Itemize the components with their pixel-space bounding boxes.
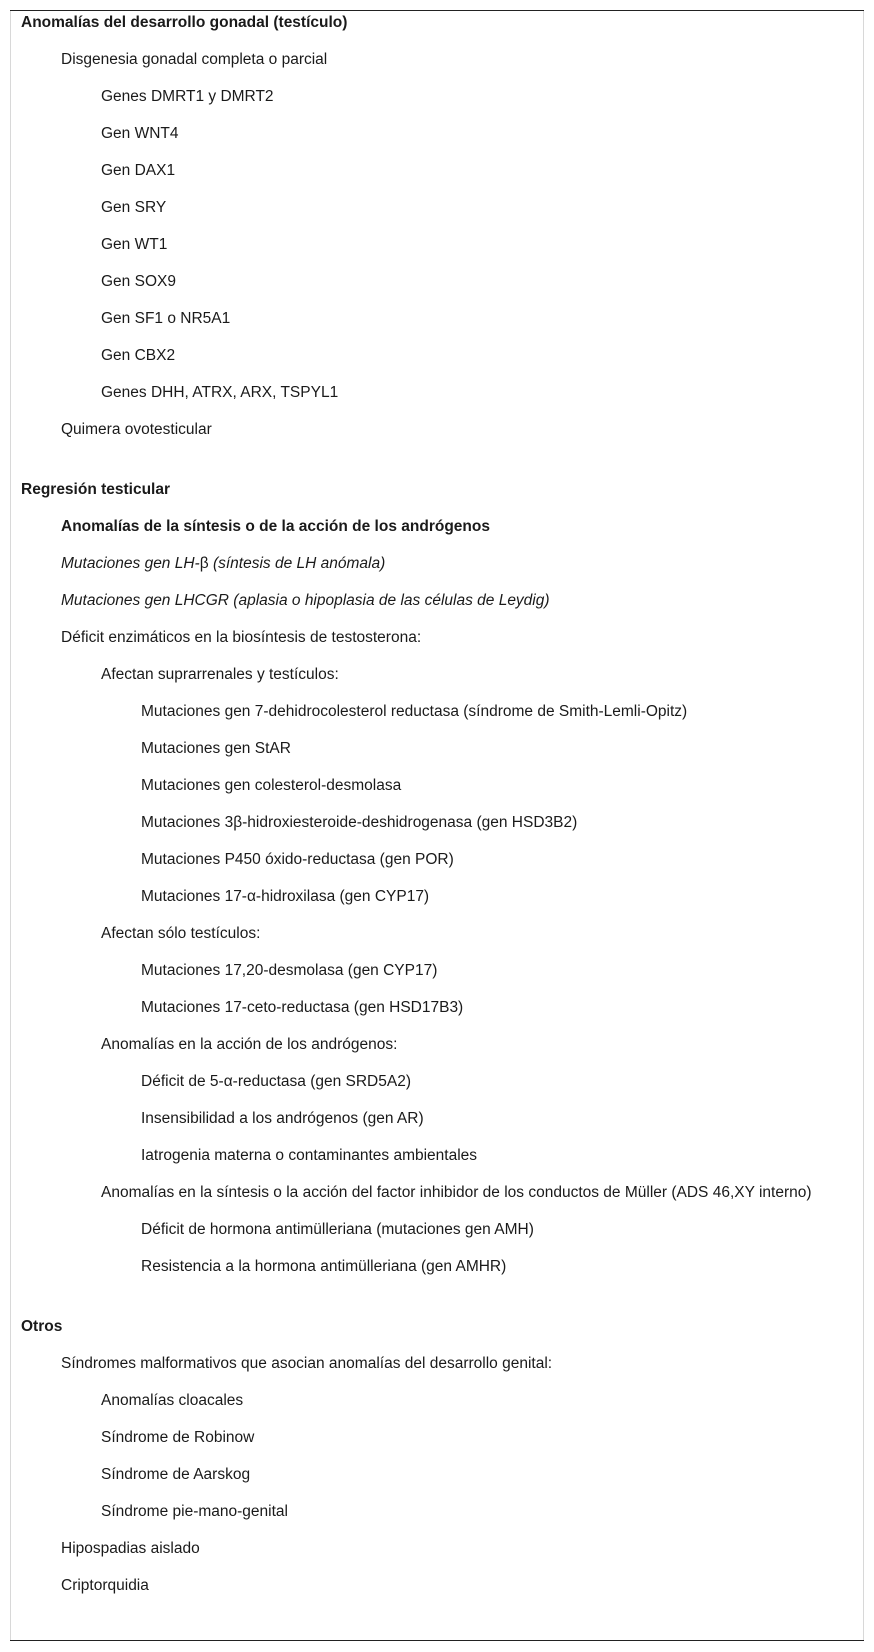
- list-item: Criptorquidia: [61, 1577, 149, 1594]
- section-spacer: [0, 448, 874, 471]
- section-heading: Otros: [21, 1318, 63, 1335]
- list-item: Síndromes malformativos que asocian anomalías del desarrollo genital:: [61, 1355, 553, 1372]
- list-item: Mutaciones 17,20-desmolasa (gen CYP17): [141, 962, 438, 979]
- list-item: Déficit de hormona antimülleriana (mutaciones gen AMH): [141, 1221, 534, 1238]
- list-item: Anomalías en la acción de los andrógenos:: [101, 1036, 398, 1053]
- list-item: Gen WNT4: [101, 125, 179, 142]
- list-item: Síndrome de Robinow: [101, 1429, 255, 1446]
- list-item: Gen SF1 o NR5A1: [101, 310, 231, 327]
- subsection-heading: Anomalías de la síntesis o de la acción de los andrógenos: [61, 518, 490, 535]
- list-item: Gen SRY: [101, 199, 167, 216]
- section-heading: Anomalías del desarrollo gonadal (testículo): [21, 14, 348, 31]
- list-item: Déficit de 5-α-reductasa (gen SRD5A2): [141, 1073, 411, 1090]
- item-text: (síntesis de LH anómala): [208, 555, 386, 572]
- list-item: Quimera ovotesticular: [61, 421, 212, 438]
- list-item: Gen DAX1: [101, 162, 176, 179]
- table-body: [0, 4, 874, 1604]
- list-item: Resistencia a la hormona antimülleriana (gen AMHR): [141, 1258, 507, 1275]
- beta-symbol: β: [199, 555, 209, 572]
- list-item: Anomalías en la síntesis o la acción del factor inhibidor de los conductos de Müller (ADS 46,XY interno): [101, 1184, 812, 1201]
- list-item: Genes DMRT1 y DMRT2: [101, 88, 274, 105]
- list-item: Genes DHH, ATRX, ARX, TSPYL1: [101, 384, 339, 401]
- list-item: Mutaciones gen 7-dehidrocolesterol reductasa (síndrome de Smith-Lemli-Opitz): [141, 703, 688, 720]
- list-item: Mutaciones 17-ceto-reductasa (gen HSD17B3): [141, 999, 464, 1016]
- list-item: Iatrogenia materna o contaminantes ambientales: [141, 1147, 478, 1164]
- list-item: Afectan suprarrenales y testículos:: [101, 666, 339, 683]
- list-item: Síndrome de Aarskog: [101, 1466, 251, 1483]
- list-item: Gen CBX2: [101, 347, 176, 364]
- list-item: Mutaciones 17-α-hidroxilasa (gen CYP17): [141, 888, 430, 905]
- list-item: [0, 545, 874, 582]
- list-item: Disgenesia gonadal completa o parcial: [61, 51, 328, 68]
- list-item: Mutaciones P450 óxido-reductasa (gen POR): [141, 851, 454, 868]
- list-item: Síndrome pie-mano-genital: [101, 1503, 288, 1520]
- list-item: Insensibilidad a los andrógenos (gen AR): [141, 1110, 424, 1127]
- table-bottom-rule: [10, 1640, 864, 1641]
- list-item: Gen WT1: [101, 236, 168, 253]
- list-item: Anomalías cloacales: [101, 1392, 244, 1409]
- list-item: Déficit enzimáticos en la biosíntesis de testosterona:: [61, 629, 422, 646]
- list-item: Mutaciones gen LHCGR (aplasia o hipoplasia de las células de Leydig): [61, 592, 550, 609]
- item-text: Mutaciones gen LH-: [61, 555, 200, 572]
- list-item: Mutaciones 3β-hidroxiesteroide-deshidrogenasa (gen HSD3B2): [141, 814, 578, 831]
- section-heading: Regresión testicular: [21, 481, 171, 498]
- list-item: Hipospadias aislado: [61, 1540, 200, 1557]
- list-item: Gen SOX9: [101, 273, 176, 290]
- list-item: Mutaciones gen StAR: [141, 740, 291, 757]
- list-item: Mutaciones gen colesterol-desmolasa: [141, 777, 402, 794]
- section-spacer: [0, 1285, 874, 1308]
- list-item: Afectan sólo testículos:: [101, 925, 261, 942]
